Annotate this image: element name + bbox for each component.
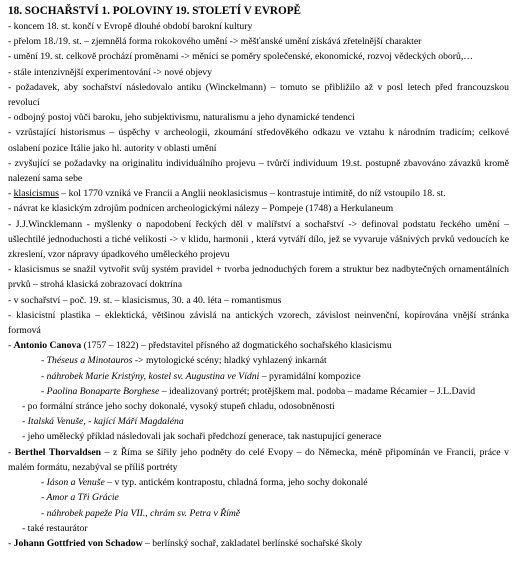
line-it: - náhrobek papeže Pia VII., chrám sv. Petra v Římě bbox=[41, 507, 241, 519]
text-line bbox=[8, 156, 512, 186]
text-line bbox=[8, 490, 509, 505]
line-text: - požadavek, aby sochařství následovalo antiku (Winckelmann) – tomuto se přibližilo až v posl letech před francouzskou revolucí bbox=[8, 81, 512, 109]
text-line bbox=[8, 521, 509, 536]
line-text: -> mytologické scény; hladký vyhlazený inkarnát bbox=[132, 355, 327, 367]
line-it: - Amor a Tři Grácie bbox=[41, 492, 119, 504]
line-text: (1757 – 1822) – představitel přísného až dogmatického sochařského klasicismu bbox=[81, 340, 392, 352]
line-text: - návrat ke klasickým zdrojům podnícen archeologickými nálezy – Pompeje (1748) a Herkulaneum bbox=[8, 203, 394, 215]
text-line bbox=[8, 308, 512, 338]
text-line bbox=[8, 65, 509, 80]
text-line bbox=[8, 49, 509, 64]
line-text: - vzrůstající historismus – úspěchy v archeologii, zkoumání středověkého odkazu ve vztahu k národním tradicím; celkové oslabení pozice Itálie jako hl. autority v oblasti umění bbox=[8, 127, 512, 154]
page-title: 18. SOCHAŘSTVÍ 1. POLOVINY 19. STOLETÍ V EVROPĚ bbox=[8, 5, 302, 17]
text-line bbox=[8, 19, 509, 34]
line-text: - koncem 18. st. končí v Evropě dlouhé období barokní kultury bbox=[8, 21, 253, 32]
line-text: – v typ. antickém kontrapostu, chladná forma, jeho sochy dokonalé bbox=[104, 477, 368, 489]
text-line bbox=[8, 110, 509, 125]
text-line bbox=[8, 34, 509, 49]
text-line bbox=[8, 125, 512, 155]
text-line bbox=[8, 536, 509, 551]
text-line bbox=[8, 369, 509, 384]
text-line bbox=[8, 201, 509, 216]
line-it: - Italská Venuše, - kající Máří Magdaléna bbox=[22, 416, 184, 428]
document-body bbox=[8, 19, 512, 551]
line-it: - náhrobek Marie Kristýny, kostel sv. Augustina ve Vídni bbox=[41, 370, 260, 382]
line-text: - J.J.Wincklemann - myšlenky o napodobení řeckých děl v malířství a sochařství -> definoval podstatu řeckého umění – ušlechtilé jednoduchosti a tiché velikosti -> v klidu, harmonii , která vytváří dílo, jež se vyvaruje vášnivých prvků vedoucích ke zkreslení, vzor nápravy úpadkového uměleckého projevu bbox=[8, 218, 512, 261]
line-it: - Iáson a Venuše bbox=[41, 477, 105, 489]
line-text: - stále intenzivnější experimentování -> nové objevy bbox=[8, 66, 212, 78]
line-pre: - bbox=[8, 537, 14, 549]
line-text: - po formální stránce jeho sochy dokonalé, vysoký stupeň chladu, odosobněnosti bbox=[22, 401, 335, 413]
line-text: - odbojný postoj vůči baroku, jeho subjektivismu, naturalismu a jeho dynamické tendenci bbox=[8, 112, 355, 124]
text-line bbox=[8, 445, 512, 475]
line-text: – pyramidální kompozice bbox=[259, 370, 361, 382]
line-pre: - bbox=[8, 446, 15, 458]
line-pre: - bbox=[8, 340, 14, 352]
line-text: - také restaurátor bbox=[22, 522, 88, 534]
text-line bbox=[8, 80, 512, 110]
line-b: Berthel Thorvaldsen bbox=[14, 446, 102, 458]
text-line bbox=[8, 475, 509, 490]
line-text: - klasicismus se snažil vytvořit svůj systém pravidel + tvorba jednoduchých forem a struktur bez nadbytečných ornamentálních prvků – strohá klasická zobrazovací doktrína bbox=[8, 264, 512, 291]
text-line bbox=[8, 353, 509, 368]
line-b: Antonio Canova bbox=[13, 340, 82, 352]
text-line bbox=[8, 217, 512, 263]
line-it: - Paolina Bonaparte Borghese bbox=[41, 385, 160, 397]
line-it: - Théseus a Minotauros bbox=[41, 355, 133, 367]
text-line bbox=[8, 399, 509, 414]
line-text: - v sochařství – poč. 19. st. – klasicismus, 30. a 40. léta – romantismus bbox=[8, 294, 282, 306]
line-text: - přelom 18./19. st. – zjemnělá forma rokokového umění -> měšťanské umění získává zřetelnější charakter bbox=[8, 36, 422, 48]
line-text: - klasicistní plastika – eklektická, většinou závislá na antických vzorech, závislost neinvenční, kopírována vnější stránka formová bbox=[8, 309, 512, 337]
text-line bbox=[8, 262, 512, 292]
line-text: – berlínský sochař, zakladatel berlínské sochařské školy bbox=[142, 537, 363, 549]
text-line bbox=[8, 506, 509, 521]
line-text: – kol 1770 vzniká ve Francii a Anglii neoklasicismus – kontrastuje intimitě, do níž vstoupilo 18. st. bbox=[58, 188, 446, 200]
text-line bbox=[8, 293, 509, 308]
line-text: – z Říma se šířily jeho podněty do celé Evopy – do Německa, méně připomínán ve Francii, práce v malém formátu, nezabýval se příliš portréty bbox=[8, 446, 512, 473]
line-text: - zvyšující se požadavky na originalitu individuálního projevu – tvůrčí individuum 19.st. postupně zbavováno závazků kromě nalezení sama sebe bbox=[8, 157, 512, 185]
text-line bbox=[8, 338, 509, 353]
line-text: – idealizovaný portrét; protějškem mal. podoba – madame Récamier – J.L.David bbox=[159, 385, 476, 397]
text-line bbox=[8, 414, 509, 429]
text-line bbox=[8, 429, 509, 444]
line-text: - umění 19. st. celkově prochází proměnami -> měnící se poměry společenské, ekonomické, rozvoj vědeckých oborů,… bbox=[8, 51, 473, 63]
text-line bbox=[8, 186, 509, 201]
line-text: - jeho umělecký příklad následovali jak sochaři předchozí generace, tak nastupující generace bbox=[22, 431, 382, 443]
text-line bbox=[8, 384, 509, 399]
line-u: klasicismus bbox=[13, 188, 59, 200]
line-b: Johann Gottfried von Schadow bbox=[13, 537, 143, 549]
line-pre: - bbox=[8, 188, 14, 200]
